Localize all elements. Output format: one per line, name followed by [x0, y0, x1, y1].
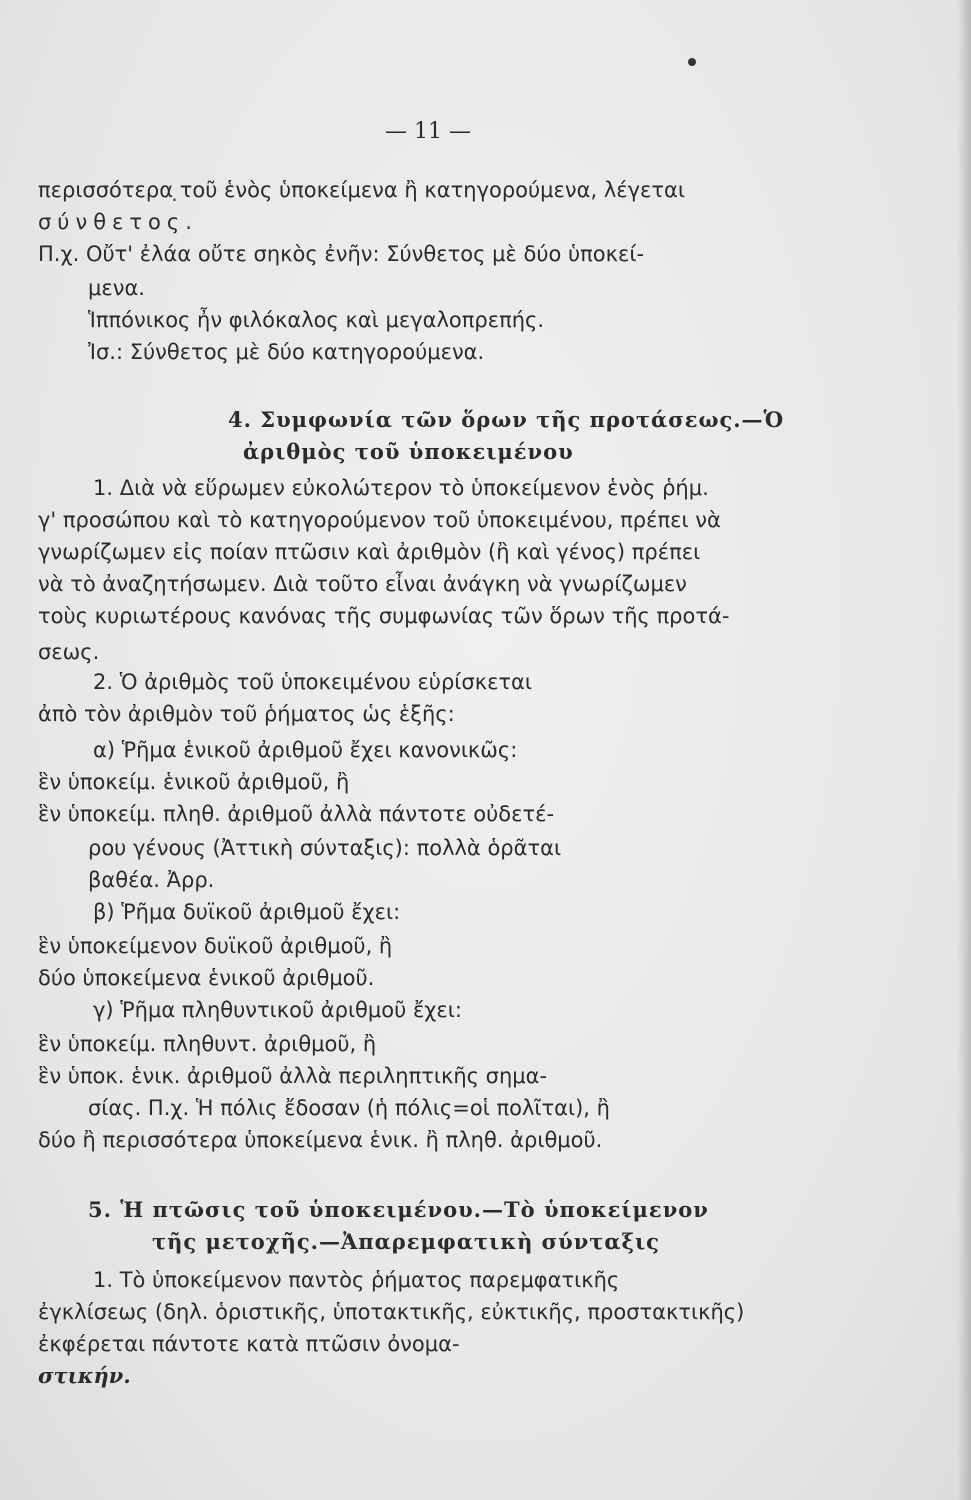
text-line: περισσότερα ̣τοῦ ἑνὸς ὑποκείμενα ἢ κατηγορούμενα, λέγεται — [38, 178, 685, 202]
text-line: 1. Διὰ νὰ εὕρωμεν εὐκολώτερον τὸ ὑποκείμενον ἑνὸς ῥήμ. — [93, 476, 709, 500]
text-line: νὰ τὸ ἀναζητήσωμεν. Διὰ τοῦτο εἶναι ἀνάγκη νὰ γνωρίζωμεν — [38, 572, 687, 596]
text-line: δύο ὑποκείμενα ἑνικοῦ ἀριθμοῦ. — [38, 966, 375, 990]
section-heading: 5. Ἡ πτῶσις τοῦ ὑποκειμένου.—Τὸ ὑποκείμενον — [88, 1197, 709, 1222]
text-line: ρου γένους (Ἀττικὴ σύνταξις): πολλὰ ὁρᾶται — [88, 836, 562, 860]
text-line: γ) Ῥῆμα πληθυντικοῦ ἀριθμοῦ ἔχει: — [93, 998, 462, 1022]
text-line: δύο ἢ περισσότερα ὑποκείμενα ἑνικ. ἢ πληθ. ἀριθμοῦ. — [38, 1128, 603, 1152]
page-edge-shadow — [957, 0, 971, 1500]
text-line: γ' προσώπου καὶ τὸ κατηγορούμενον τοῦ ὑποκειμένου, πρέπει νὰ — [38, 508, 721, 532]
text-line: 1. Τὸ ὑποκείμενον παντὸς ῥήματος παρεμφατικῆς — [93, 1268, 620, 1292]
text-line: 2. Ὁ ἀριθμὸς τοῦ ὑποκειμένου εὑρίσκεται — [93, 670, 533, 694]
text-line: σεως. — [38, 640, 100, 664]
text-line: γνωρίζωμεν εἰς ποίαν πτῶσιν καὶ ἀριθμὸν (ἢ καὶ γένος) πρέπει — [38, 540, 701, 564]
text-line: ἓν ὑποκείμ. πληθ. ἀριθμοῦ ἀλλὰ πάντοτε οὐδετέ- — [38, 802, 555, 826]
text-line: α) Ῥῆμα ἑνικοῦ ἀριθμοῦ ἔχει κανονικῶς: — [93, 738, 518, 762]
text-line: τοὺς κυριωτέρους κανόνας τῆς συμφωνίας τῶν ὅρων τῆς προτά- — [38, 604, 730, 628]
text-line: ἓν ὑποκείμ. πληθυντ. ἀριθμοῦ, ἢ — [38, 1032, 377, 1056]
text-line: στικήν. — [38, 1363, 131, 1388]
text-line: ἓν ὑποκ. ἑνικ. ἀριθμοῦ ἀλλὰ περιληπτικῆς σημα- — [38, 1064, 548, 1088]
text-line: βαθέα. Ἀρρ. — [88, 868, 215, 892]
section-heading: ἀριθμὸς τοῦ ὑποκειμένου — [243, 439, 574, 464]
text-line: ἀπὸ τὸν ἀριθμὸν τοῦ ῥήματος ὡς ἑξῆς: — [38, 702, 455, 726]
page-number: — 11 — — [385, 119, 471, 144]
section-heading: τῆς μετοχῆς.—Ἀπαρεμφατικὴ σύνταξις — [152, 1229, 660, 1254]
text-line: σύνθετος. — [38, 210, 198, 234]
text-line: Ἱππόνικος ἦν φιλόκαλος καὶ μεγαλοπρεπής. — [88, 308, 545, 332]
text-line: Ἰσ.: Σύνθετος μὲ δύο κατηγορούμενα. — [88, 340, 485, 364]
text-line: μενα. — [88, 276, 145, 300]
text-line: β) Ῥῆμα δυϊκοῦ ἀριθμοῦ ἔχει: — [93, 900, 401, 924]
section-heading: 4. Συμφωνία τῶν ὅρων τῆς προτάσεως.—Ὁ — [228, 407, 785, 432]
ink-dot — [688, 58, 696, 66]
text-line: ἓν ὑποκείμενον δυϊκοῦ ἀριθμοῦ, ἢ — [38, 934, 393, 958]
text-line: σίας. Π.χ. Ἡ πόλις ἔδοσαν (ἡ πόλις=οἱ πολῖται), ἢ — [88, 1096, 610, 1120]
text-line: ἐκφέρεται πάντοτε κατὰ πτῶσιν ὀνομα- — [38, 1332, 460, 1356]
text-line: Π.χ. Οὔτ' ἐλάα οὔτε σηκὸς ἐνῆν: Σύνθετος μὲ δύο ὑποκεί- — [38, 242, 645, 266]
text-line: ἐγκλίσεως (δηλ. ὁριστικῆς, ὑποτακτικῆς, εὐκτικῆς, προστακτικῆς) — [38, 1300, 745, 1324]
text-line: ἓν ὑποκείμ. ἑνικοῦ ἀριθμοῦ, ἢ — [38, 770, 350, 794]
